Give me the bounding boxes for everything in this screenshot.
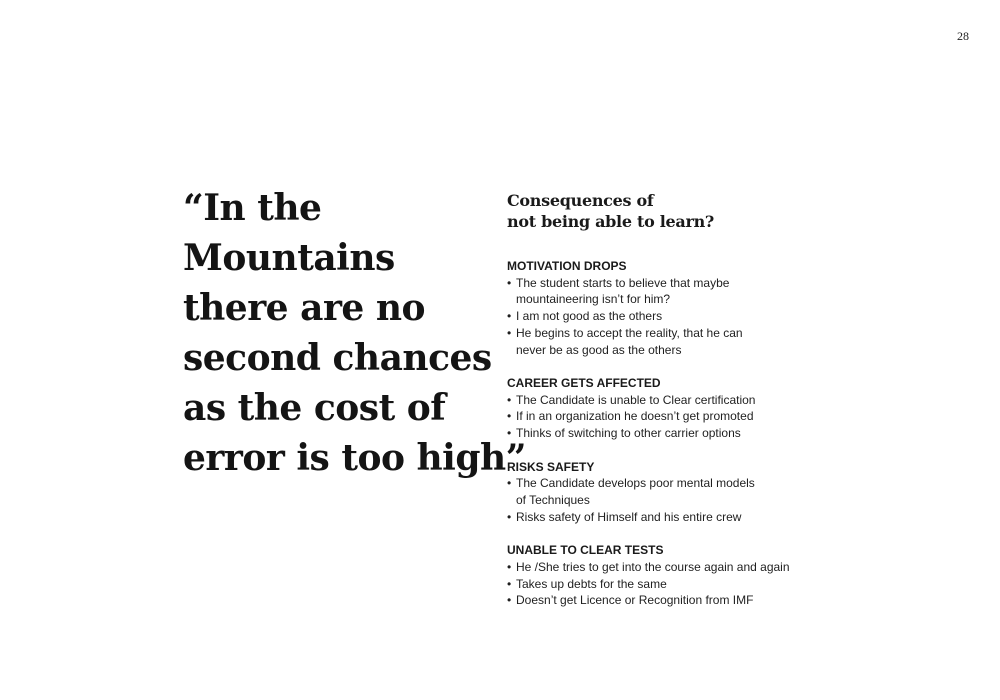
bullet-icon: • <box>507 275 512 290</box>
bullet-text: of Techniques <box>516 493 590 508</box>
bullet-icon: • <box>507 392 512 407</box>
bullet-text: The Candidate develops poor mental models <box>516 476 755 491</box>
bullet-item <box>507 475 827 508</box>
bullet-text: never be as good as the others <box>516 342 682 357</box>
consequence-sections <box>507 258 827 609</box>
bullet-icon: • <box>507 426 512 441</box>
bullet-icon: • <box>507 593 512 608</box>
bullet-item <box>507 559 827 576</box>
bullet-item <box>507 308 827 325</box>
page-number: 28 <box>957 29 969 43</box>
bullet-icon: • <box>507 325 512 340</box>
bullet-text: The Candidate is unable to Clear certification <box>516 392 756 407</box>
consequences-heading-line: Consequences of <box>507 191 654 210</box>
pull-quote-line: as the cost of <box>183 387 446 429</box>
bullet-text: Takes up debts for the same <box>516 576 667 591</box>
consequences-heading-line: not being able to learn? <box>507 212 714 231</box>
pull-quote-line: Mountains <box>183 237 395 279</box>
bullet-text: Risks safety of Himself and his entire crew <box>516 509 742 524</box>
bullet-list <box>507 275 827 359</box>
bullet-item <box>507 425 827 442</box>
bullet-item <box>507 592 827 609</box>
consequences-heading <box>507 190 827 232</box>
section-career-gets-affected <box>507 375 827 442</box>
bullet-item <box>507 576 827 593</box>
bullet-icon: • <box>507 576 512 591</box>
pull-quote-line: second chances <box>183 337 492 379</box>
consequences-column <box>507 190 827 626</box>
bullet-item <box>507 325 827 358</box>
bullet-icon: • <box>507 559 512 574</box>
pull-quote-line: error is too high” <box>183 437 526 479</box>
section-risks-safety <box>507 459 827 526</box>
section-title: CAREER GETS AFFECTED <box>507 376 661 391</box>
bullet-text: If in an organization he doesn’t get promoted <box>516 409 754 424</box>
bullet-list <box>507 559 827 609</box>
bullet-icon: • <box>507 409 512 424</box>
bullet-text: Doesn’t get Licence or Recognition from IMF <box>516 593 754 608</box>
bullet-text: He begins to accept the reality, that he can <box>516 325 743 340</box>
bullet-icon: • <box>507 509 512 524</box>
pull-quote <box>183 183 526 483</box>
pull-quote-line: “In the <box>183 187 322 229</box>
bullet-item <box>507 275 827 308</box>
section-motivation-drops <box>507 258 827 358</box>
bullet-text: Thinks of switching to other carrier options <box>516 426 741 441</box>
bullet-text: He /She tries to get into the course again and again <box>516 559 790 574</box>
section-title: UNABLE TO CLEAR TESTS <box>507 543 664 558</box>
bullet-item <box>507 408 827 425</box>
section-unable-to-clear-tests <box>507 542 827 609</box>
bullet-text: I am not good as the others <box>516 309 663 324</box>
pull-quote-line: there are no <box>183 287 426 329</box>
bullet-list <box>507 392 827 442</box>
bullet-item <box>507 392 827 409</box>
bullet-icon: • <box>507 309 512 324</box>
bullet-list <box>507 475 827 525</box>
section-title: MOTIVATION DROPS <box>507 259 627 273</box>
bullet-text: The student starts to believe that maybe <box>516 275 730 290</box>
section-title: RISKS SAFETY <box>507 459 595 474</box>
bullet-icon: • <box>507 476 512 491</box>
bullet-text: mountaineering isn’t for him? <box>516 292 671 307</box>
bullet-item <box>507 509 827 526</box>
